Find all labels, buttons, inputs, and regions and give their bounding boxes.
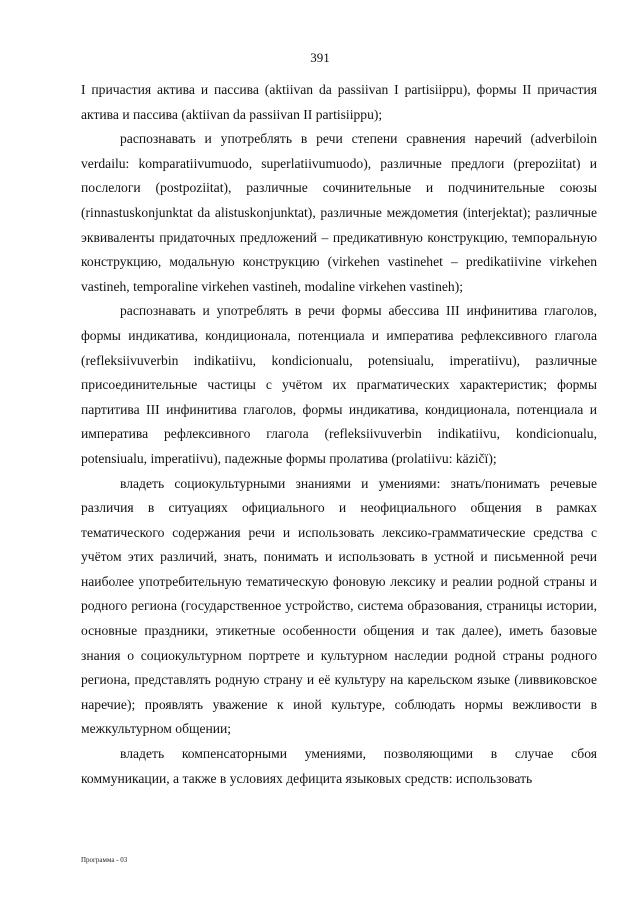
document-body (81, 78, 597, 791)
paragraph-sociocultural-skills: владеть социокультурными знаниями и умениями: знать/понимать речевые различия в ситуациях официального и неофициального общения в рамках тематического содержания речи и использовать лексико-грамматические средства с учётом этих различий, знать, понимать и использовать в устной и письменной речи наиболее употребительную тематическую фоновую лексику и реалии родной страны и родного региона (государственное устройство, система образования, страницы истории, основные праздники, этикетные особенности общения и так далее), иметь базовые знания о социокультурном портрете и культурном наследии родной страны родного региона, представлять родную страну и её культуру на карельском языке (ливвиковское наречие); проявлять уважение к иной культуре, соблюдать нормы вежливости в межкультурном общении; (81, 475, 597, 737)
paragraph-participles: I причастия актива и пассива (aktiivan da passiivan I partisiippu), формы II причастия актива и пассива (aktiivan da passiivan II partisiippu); (81, 82, 597, 122)
paragraph-abessive-infinitive: распознавать и употреблять в речи формы абессива III инфинитива глаголов, формы индикатива, кондиционала, потенциала и императива рефлексивного глагола (refleksiivuverbin indikatiivu, kondicionualu, potensiualu, imperatiivu), различные присоединительные частицы с учётом их прагматических характеристик; формы партитива III инфинитива глаголов, формы индикатива, кондиционала, потенциала и императива рефлексивного глагола (refleksiivuverbin indikatiivu, kondicionualu, potensiualu, imperatiivu), падежные формы пролатива (prolatiivu: käzičï); (81, 303, 597, 466)
footer-label: Программа - 03 (81, 856, 128, 864)
paragraph-adverb-comparison: распознавать и употреблять в речи степени сравнения наречий (adverbiloin verdailu: komparatiivumuodo, superlatiivumuodo), различные предлоги (prepoziitat) и послелоги (postpoziitat), различные сочинительные и подчинительные союзы (rinnastuskonjunktat da alistuskonjunktat), различные междометия (interjektat); различные эквиваленты придаточных предложений – предикативную конструкцию, темпоральную конструкцию, модальную конструкцию (virkehen vastinehet – predikatiivine virkehen vastineh, temporaline virkehen vastineh, modaline virkehen vastineh); (81, 131, 597, 294)
page-number: 391 (310, 50, 330, 65)
paragraph-compensatory-skills: владеть компенсаторными умениями, позволяющими в случае сбоя коммуникации, а также в условиях дефицита языковых средств: использовать (81, 746, 597, 786)
